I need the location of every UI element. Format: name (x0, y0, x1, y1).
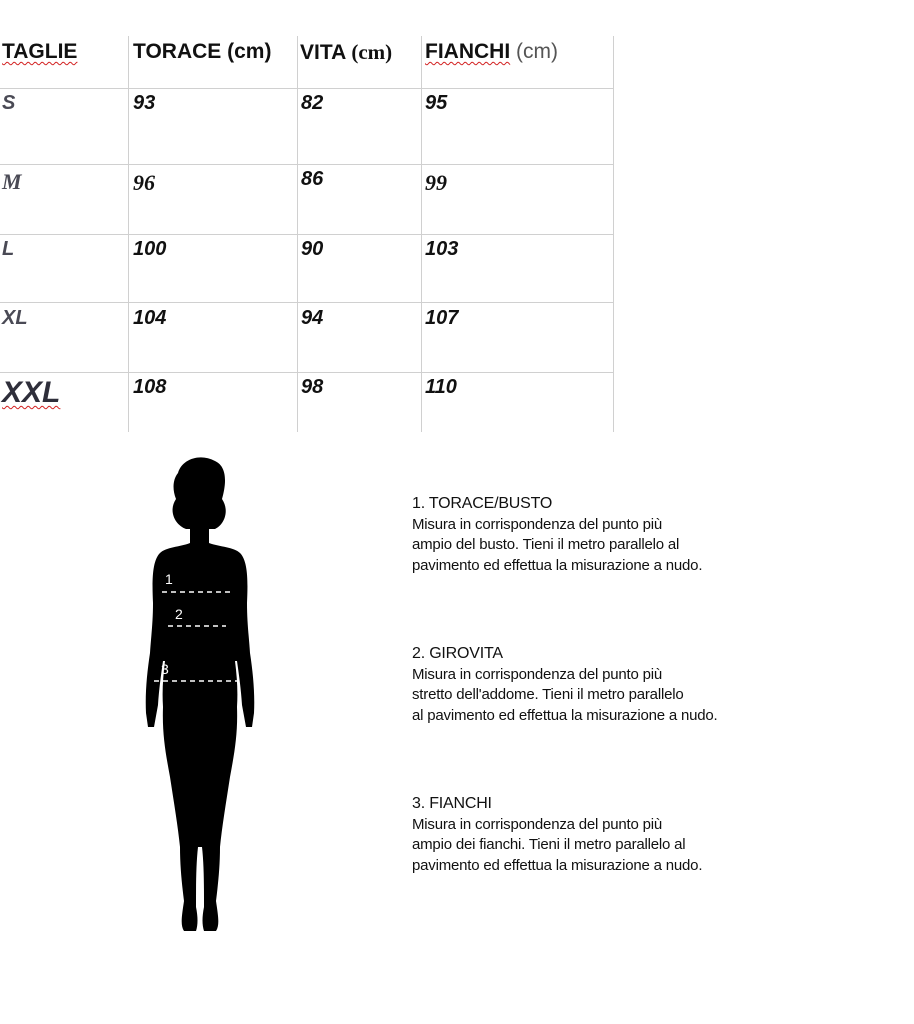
size-label: XXL (2, 376, 61, 409)
instruction-title: 2. GIROVITA (412, 645, 503, 662)
row-divider (0, 302, 614, 303)
marker-1: 1 (165, 571, 173, 587)
chest-value: 100 (133, 238, 167, 260)
size-label: M (2, 169, 22, 194)
row-divider (0, 234, 614, 235)
size-label: L (2, 238, 15, 260)
chest-value: 108 (133, 376, 167, 398)
hips-value: 99 (425, 170, 447, 195)
instruction-line: ampio dei fianchi. Tieni il metro parallelo al (412, 836, 686, 853)
instruction-waist (412, 644, 832, 726)
marker-3: 3 (161, 661, 169, 677)
instruction-line: Misura in corrispondenza del punto più (412, 815, 663, 833)
size-chart-table (0, 36, 614, 432)
hips-value: 110 (425, 376, 457, 398)
size-label: XL (2, 307, 28, 329)
row-divider (0, 372, 614, 373)
chest-value: 93 (133, 92, 156, 114)
header-size (2, 40, 77, 64)
instruction-line: al pavimento ed effettua la misurazione a nudo. (412, 706, 718, 724)
header-hips-unit: (cm) (516, 40, 558, 63)
waist-value: 94 (301, 307, 324, 329)
chest-value: 96 (133, 170, 155, 195)
instruction-line: ampio del busto. Tieni il metro parallelo al (412, 536, 680, 553)
instruction-line: pavimento ed effettua la misurazione a nudo. (412, 856, 703, 874)
instruction-title: 1. TORACE/BUSTO (412, 495, 553, 512)
instruction-hips (412, 794, 832, 876)
chest-value: 104 (133, 307, 167, 329)
header-hips (425, 40, 558, 64)
row-divider (0, 88, 614, 89)
header-waist (300, 40, 392, 65)
size-label: S (2, 92, 16, 114)
instruction-line: Misura in corrispondenza del punto più (412, 515, 663, 533)
marker-2: 2 (175, 606, 183, 622)
hips-value: 103 (425, 238, 459, 260)
header-waist-label: VITA (300, 41, 346, 64)
header-chest (133, 40, 271, 64)
instruction-title: 3. FIANCHI (412, 795, 492, 812)
instruction-chest (412, 494, 832, 576)
header-waist-unit: (cm) (351, 40, 393, 64)
header-chest-label: TORACE (cm) (133, 40, 272, 63)
hips-value: 95 (425, 92, 448, 114)
header-hips-label: FIANCHI (425, 40, 511, 63)
instruction-line: Misura in corrispondenza del punto più (412, 665, 663, 683)
waist-value: 90 (301, 238, 324, 260)
hips-value: 107 (425, 307, 459, 329)
header-size-label: TAGLIE (2, 40, 78, 63)
waist-value: 82 (301, 92, 324, 114)
waist-value: 98 (301, 376, 324, 398)
instruction-line: stretto dell'addome. Tieni il metro parallelo (412, 686, 684, 703)
row-divider (0, 164, 614, 165)
waist-value: 86 (301, 168, 324, 190)
body-silhouette-illustration (120, 455, 280, 945)
instruction-line: pavimento ed effettua la misurazione a nudo. (412, 556, 703, 574)
